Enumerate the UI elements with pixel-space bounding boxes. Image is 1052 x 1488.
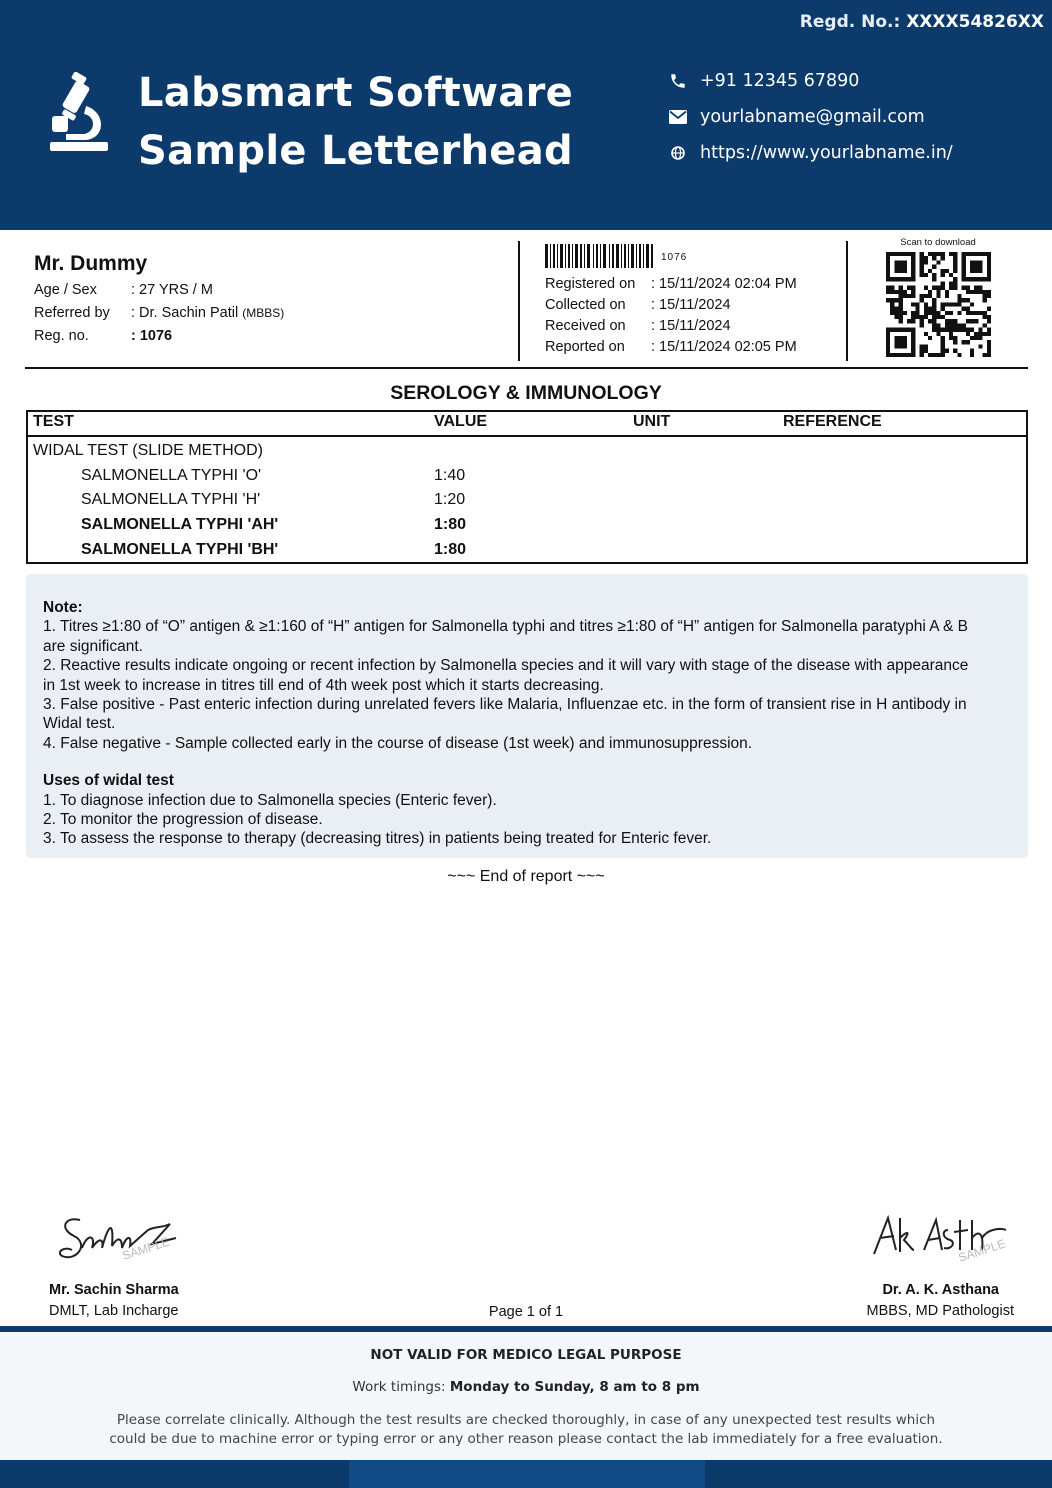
registered-label: Registered on: [545, 276, 636, 292]
col-reference: REFERENCE: [783, 413, 882, 430]
table-row-test: SALMONELLA TYPHI 'BH': [81, 541, 279, 558]
notes-content: [43, 598, 1018, 849]
patient-name: Mr. Dummy: [34, 252, 148, 275]
contact-phone: [668, 69, 859, 93]
received-label: Received on: [545, 318, 626, 334]
note-line: 1. Titres ≥1:80 of “O” antigen & ≥1:160 of “H” antigen for Salmonella typhi and titres ≥1:80 of “H” antigen for Salmonella paratyphi A & B: [43, 618, 969, 636]
received-row: [545, 318, 731, 334]
reg-label: Reg. no.: [34, 328, 89, 344]
disclaimer-line: could be due to machine error or typing error or any other reason please contact the lab immediately for a free evaluation.: [109, 1431, 943, 1447]
timings-label: Work timings:: [352, 1379, 446, 1395]
regd-value: XXXX54826XX: [906, 12, 1044, 32]
age-sex-value: : 27 YRS / M: [131, 282, 213, 298]
col-value: VALUE: [434, 413, 488, 430]
table-row-test: SALMONELLA TYPHI 'H': [81, 491, 261, 508]
registered-row: [545, 276, 797, 292]
note-line: Widal test.: [43, 715, 116, 733]
phone-text: +91 12345 67890: [700, 71, 860, 91]
spacer: [43, 753, 1018, 771]
website-text[interactable]: https://www.yourlabname.in/: [700, 143, 953, 163]
right-signatory-role: MBBS, MD Pathologist: [866, 1303, 1014, 1319]
email-text[interactable]: yourlabname@gmail.com: [700, 107, 925, 127]
table-row-value: 1:40: [434, 467, 466, 484]
note-line: are significant.: [43, 637, 143, 655]
qr-code[interactable]: [886, 252, 991, 357]
regd-label: Regd. No.:: [799, 12, 901, 32]
left-signatory-name: Mr. Sachin Sharma: [49, 1282, 179, 1298]
barcode: [545, 244, 655, 268]
uses-line: 3. To assess the response to therapy (decreasing titres) in patients being treated for Enteric fever.: [43, 830, 712, 848]
timings-value: Monday to Sunday, 8 am to 8 pm: [449, 1379, 700, 1395]
age-sex-row: [34, 282, 213, 298]
table-row-value: 1:80: [434, 541, 467, 558]
barcode-number: 1076: [661, 252, 688, 263]
collected-value: : 15/11/2024: [651, 297, 731, 313]
referred-value: : Dr. Sachin Patil: [131, 305, 239, 321]
disclaimer-line: Please correlate clinically. Although the test results are checked thoroughly, in case of any unexpected test results which: [116, 1412, 936, 1428]
right-sample-stamp: SAMPLE: [956, 1236, 1008, 1265]
divider: [25, 367, 1028, 369]
reg-row: [34, 328, 172, 344]
envelope-icon: [668, 107, 688, 127]
disclaimer: [0, 1411, 1052, 1449]
note-line: in 1st week to increase in titres till end of 4th week post which it starts decreasing.: [43, 676, 604, 694]
test-group: WIDAL TEST (SLIDE METHOD): [33, 442, 263, 459]
contact-website: [668, 141, 953, 165]
left-signatory-role: DMLT, Lab Incharge: [49, 1303, 179, 1319]
table-row-value: 1:80: [434, 516, 467, 533]
scan-label: Scan to download: [900, 237, 976, 248]
col-test: TEST: [33, 413, 74, 430]
results-table: [26, 410, 1028, 564]
reported-value: : 15/11/2024 02:05 PM: [651, 339, 797, 355]
page-number: Page 1 of 1: [488, 1304, 564, 1320]
registration-number: [800, 12, 1044, 32]
note-line: 3. False positive - Past enteric infection during unrelated fevers like Malaria, Influenzae etc. in the form of transient rise in H antibody in: [43, 696, 967, 714]
received-value: : 15/11/2024: [651, 318, 731, 334]
lab-name-line1: Labsmart Software: [138, 70, 574, 116]
left-signature: [52, 1206, 192, 1270]
legal-notice: NOT VALID FOR MEDICO LEGAL PURPOSE: [370, 1347, 682, 1363]
section-title: SEROLOGY & IMMUNOLOGY: [390, 382, 662, 404]
right-signature: [868, 1210, 1018, 1270]
table-row-test: SALMONELLA TYPHI 'AH': [81, 516, 279, 533]
divider: [518, 241, 520, 361]
reg-value: : 1076: [131, 328, 173, 344]
uses-line: 1. To diagnose infection due to Salmonella species (Enteric fever).: [43, 791, 497, 809]
uses-line: 2. To monitor the progression of disease.: [43, 811, 323, 829]
phone-icon: [668, 71, 688, 91]
end-of-report: ~~~ End of report ~~~: [447, 868, 605, 885]
notes-box: [26, 574, 1028, 858]
globe-icon: [668, 143, 688, 163]
reported-label: Reported on: [545, 339, 625, 355]
table-row-test: SALMONELLA TYPHI 'O': [81, 467, 262, 484]
lab-name: [138, 64, 573, 180]
left-sample-stamp: SAMPLE: [120, 1234, 172, 1263]
divider: [846, 241, 848, 361]
note-heading: Note:: [43, 599, 83, 616]
footer-bar-accent: [349, 1460, 705, 1488]
note-line: 4. False negative - Sample collected early in the course of disease (1st week) and immunosuppression.: [43, 734, 753, 752]
contact-email: [668, 105, 925, 129]
note-line: 2. Reactive results indicate ongoing or recent infection by Salmonella species and it will vary with stage of the disease with appearance: [43, 657, 969, 675]
col-unit: UNIT: [633, 413, 671, 430]
referred-degree: (MBBS): [242, 306, 285, 320]
collected-label: Collected on: [545, 297, 626, 313]
table-row-value: 1:20: [434, 491, 466, 508]
referred-row: [34, 305, 284, 321]
lab-name-line2: Sample Letterhead: [138, 128, 573, 174]
microscope-logo-icon: [48, 72, 114, 154]
table-header: [28, 412, 1026, 437]
reported-row: [545, 339, 797, 355]
uses-heading: Uses of widal test: [43, 772, 174, 790]
right-signatory-name: Dr. A. K. Asthana: [882, 1282, 999, 1298]
referred-label: Referred by: [34, 305, 110, 321]
collected-row: [545, 297, 731, 313]
registered-value: : 15/11/2024 02:04 PM: [651, 276, 797, 292]
work-timings: [0, 1379, 1052, 1395]
age-sex-label: Age / Sex: [34, 282, 97, 298]
